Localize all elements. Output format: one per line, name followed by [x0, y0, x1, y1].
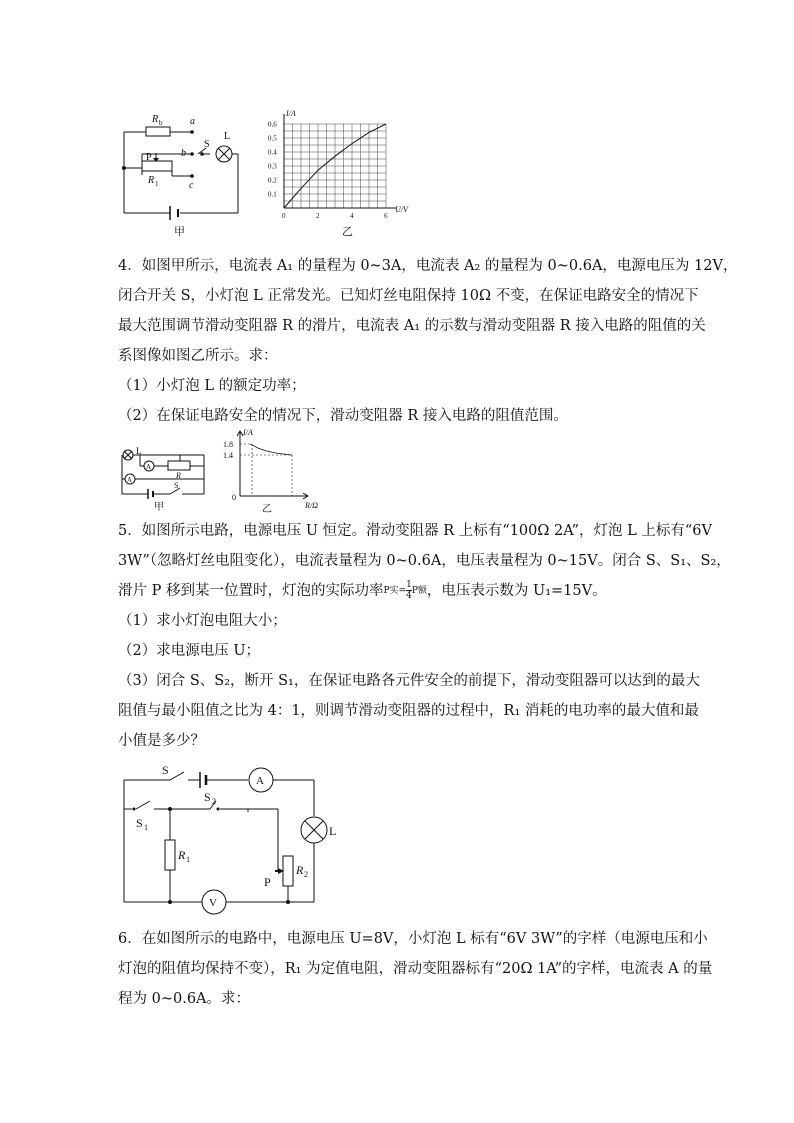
label-s: S	[204, 139, 210, 150]
q5-line-3	[118, 576, 698, 606]
q5-line-3-pre: 滑片 P 移到某一位置时，灯泡的实际功率	[118, 583, 384, 599]
label-l: L	[224, 131, 231, 142]
label-p: P	[146, 152, 152, 163]
iu-chart-figure-1-yi	[266, 104, 416, 238]
y-tick-label: 0.2	[268, 176, 277, 185]
y-tick-label: 0.6	[268, 120, 277, 129]
q5-line-3-post: ，电压表示数为 U₁=15V。	[426, 583, 607, 599]
question-6	[118, 924, 713, 1014]
fig3-label-r2: R	[296, 863, 304, 877]
q4-line-4: 系图像如图乙所示。求：	[118, 348, 278, 364]
caption-yi-1: 乙	[342, 226, 353, 238]
fig3-label-r2-sub: 2	[304, 870, 308, 879]
fig2-label-r: R	[176, 471, 181, 480]
q5-sub-1: （1）求小灯泡电阻大小；	[118, 613, 287, 629]
label-rb: R	[152, 114, 159, 125]
label-b: b	[181, 148, 186, 159]
fig3-label-s: S	[162, 763, 169, 777]
question-4	[118, 251, 738, 431]
label-c: c	[189, 180, 194, 191]
x-tick-label: 0	[282, 212, 286, 220]
fig3-label-s1-sub: 1	[144, 823, 148, 832]
chart2-ytick-1.4: 1.4	[223, 451, 233, 460]
label-rb-sub: b	[159, 119, 163, 127]
q6-line-3: 程为 0~0.6A。求：	[118, 991, 251, 1007]
circuit-figure-1-jia	[118, 108, 250, 238]
chart2-xlabel: R/Ω	[305, 501, 318, 510]
x-tick-label: 4	[350, 212, 354, 220]
q5-sub-3-line-1: （3）闭合 S、S₂，断开 S₁，在保证电路各元件安全的前提下，滑动变阻器可以达到的最大	[118, 673, 700, 689]
fig3-label-r1: R	[178, 848, 186, 862]
label-r1-sub: 1	[155, 180, 159, 188]
ir-curve	[250, 444, 292, 455]
q4-line-2: 闭合开关 S，小灯泡 L 正常发光。已知灯丝电阻保持 10Ω 不变，在保证电路安全的情况下	[118, 288, 699, 304]
caption-jia-1: 甲	[174, 226, 185, 238]
circuit-figure-2-jia	[118, 442, 210, 512]
q5-sub-3-line-2: 阻值与最小阻值之比为 4：1，则调节滑动变阻器的过程中，R₁ 消耗的电功率的最大值和最	[118, 703, 699, 719]
fig2-label-a1: A	[127, 476, 133, 484]
fig3-label-s2: S	[204, 790, 211, 804]
ir-chart-figure-2-yi	[222, 428, 324, 514]
fig3-label-s2-sub: 2	[212, 797, 216, 806]
q4-sub-1: （1）小灯泡 L 的额定功率；	[118, 378, 306, 394]
label-r1: R	[148, 175, 155, 186]
fig2-label-a2: A	[146, 463, 152, 471]
fig3-label-p: P	[264, 875, 271, 889]
chart2-ytick-0: 0	[232, 493, 236, 502]
fig3-label-r1-sub: 1	[186, 855, 190, 864]
fig2-label-s: S	[174, 481, 179, 490]
caption-yi-2: 乙	[262, 504, 272, 514]
x-axis-label: U/V	[395, 205, 408, 214]
q5-sub-3-line-3: 小值是多少？	[118, 733, 205, 749]
y-tick-label: 0.4	[268, 148, 277, 157]
x-tick-label: 6	[384, 212, 388, 220]
chart2-ylabel: I/A	[243, 428, 253, 437]
q5-sub-2: （2）求电源电压 U；	[118, 643, 261, 659]
chart2-ytick-1.8: 1.8	[223, 440, 233, 449]
y-tick-label: 0.1	[268, 190, 277, 199]
q5-line-2: 3W”（忽略灯丝电阻变化），电流表量程为 0~0.6A，电压表量程为 0~15V。闭合 S、S₁、S₂，	[118, 553, 731, 569]
q4-line-3: 最大范围调节滑动变阻器 R 的滑片，电流表 A₁ 的示数与滑动变阻器 R 接入电路的阻值的关	[118, 318, 706, 334]
question-5	[118, 516, 731, 756]
fig3-label-l: L	[329, 824, 337, 838]
q5-line-1: 5．如图所示电路，电源电压 U 恒定。滑动变阻器 R 上标有“100Ω 2A”，灯泡 L 上标有“6V	[118, 523, 712, 539]
y-tick-label: 0.5	[268, 134, 277, 143]
circuit-figure-3	[118, 760, 348, 920]
label-a: a	[190, 116, 195, 127]
fig2-label-l: L	[136, 446, 142, 456]
caption-jia-2: 甲	[154, 502, 164, 512]
power-fraction: P实= $\frac{1}{4}$ P额	[383, 580, 427, 601]
q6-line-1: 6．在如图所示的电路中，电源电压 U=8V，小灯泡 L 标有“6V 3W”的字样（电源电压和小	[118, 931, 708, 947]
q4-line-1: 4．如图甲所示，电流表 A₁ 的量程为 0~3A，电流表 A₂ 的量程为 0~0.6A，电源电压为 12V，	[118, 258, 738, 274]
y-tick-label: 0.3	[268, 162, 277, 171]
fig3-label-a: A	[256, 775, 264, 787]
fig3-label-v: V	[209, 897, 217, 909]
q4-sub-2: （2）在保证电路安全的情况下，滑动变阻器 R 接入电路的阻值范围。	[118, 408, 568, 424]
fig3-label-s1: S	[136, 816, 143, 830]
y-axis-label: I/A	[286, 109, 296, 118]
x-tick-label: 2	[316, 212, 320, 220]
q6-line-2: 灯泡的阻值均保持不变），R₁ 为定值电阻，滑动变阻器标有“20Ω 1A”的字样，电流表 A 的量	[118, 961, 713, 977]
